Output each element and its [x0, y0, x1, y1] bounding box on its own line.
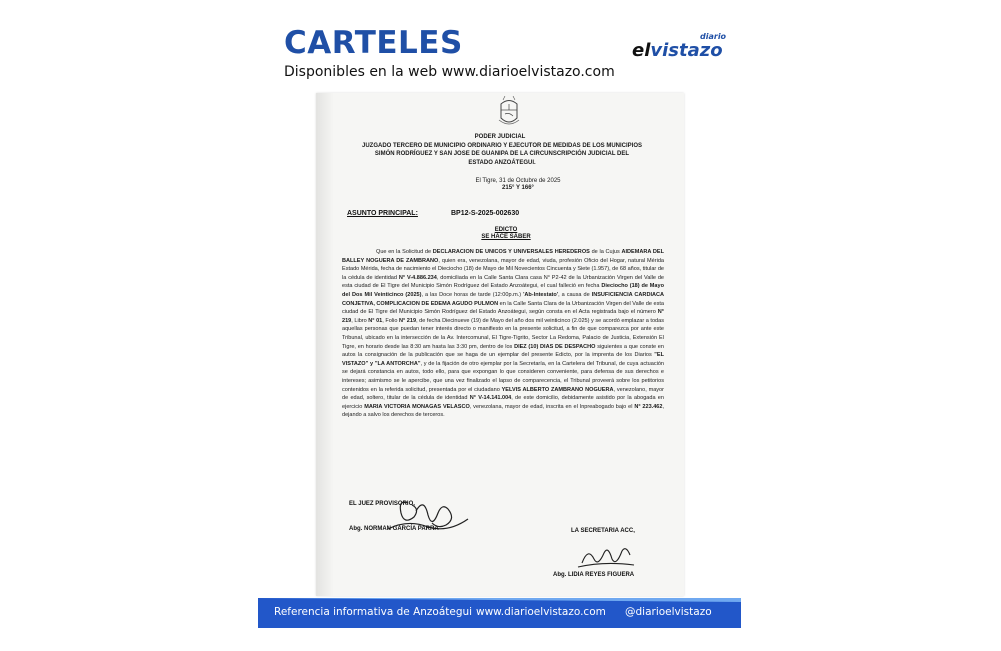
document-years: 215° Y 166° [502, 185, 534, 192]
brand-name-part2: vistazo [650, 40, 723, 61]
edicto-heading [466, 227, 546, 242]
body-bold-run: N° 223.462 [634, 403, 663, 410]
secretaria-label: LA SECRETARIA ACC, [571, 528, 635, 534]
body-bold-run: AIDEMARA DEL BALLEY NOGUERA DE ZAMBRANO [342, 249, 664, 264]
court-heading [341, 142, 663, 167]
secretaria-name: Abg. LIDIA REYES FIGUERA [553, 572, 635, 578]
brand-name-part1: el [632, 40, 651, 61]
brand-logo [632, 32, 727, 68]
body-bold-run: N° 219 [342, 309, 664, 324]
juez-label: EL JUEZ PROVISORIO, [349, 501, 415, 507]
footer-tagline: Referencia informativa de Anzoátegui [274, 606, 473, 618]
juez-name: Abg. NORMAN GARCÍA PARRA [349, 526, 439, 532]
document-scan [316, 93, 684, 596]
brand-tag: diario [700, 32, 727, 41]
asunto-value: BP12-S-2025-002630 [451, 210, 520, 217]
body-bold-run: 'Ab-Intestato' [523, 291, 559, 298]
body-bold-run: YELVIS ALBERTO ZAMBRANO NOGUERA [501, 386, 614, 393]
body-bold-run: N° 01 [368, 317, 383, 324]
body-text-run: en la Calle Santa Clara de la Urbanización Virgen del Valle de esta ciudad de El Tigre del Municipio Simón Rodríguez del Estado Anzoátegui, según consta en el Acta registrada bajo el número [342, 300, 664, 316]
body-bold-run: MARIA VICTORIA MONAGAS VELASCO [364, 403, 470, 410]
body-text-run: , y de la fijación de otro ejemplar por la Secretaría, en la Cartelera del Tribunal, de cuya actuación se dejará constancia en autos, todo ello, para que expongan lo que consideren conveniente, para defensa de sus derechos e intereses; asimismo se le apercibe, que una vez finalizado el lapso de comparecencia, el Tribunal proveerá sobre los petitorios contenidos en la referida solicitud, presentada por el ciudadano [342, 360, 664, 393]
court-line: JUZGADO TERCERO DE MUNICIPIO ORDINARIO Y EJECUTOR DE MEDIDAS DE LOS MUNICIPIOS [361, 143, 643, 149]
page-subtitle: Disponibles en la web www.diarioelvistazo.com [284, 64, 615, 80]
footer-accent [258, 598, 741, 602]
body-text-run: , a las Doce horas de tarde (12:00p.m.) [421, 291, 524, 298]
body-text-run: , venezolano, mayor de edad, soltero, titular de la cédula de identidad [342, 386, 664, 402]
body-bold-run: N° V-14.141.004 [469, 395, 512, 402]
asunto-label: ASUNTO PRINCIPAL: [347, 210, 418, 217]
edicto-title: EDICTO [494, 227, 518, 233]
edicto-body [342, 248, 664, 420]
page-title: CARTELES [284, 25, 463, 61]
coat-of-arms-icon [497, 96, 521, 132]
document-date: El Tigre, 31 de Octubre de 2025 [475, 178, 561, 184]
footer-social-handle[interactable]: @diarioelvistazo [625, 606, 712, 618]
body-bold-run: Dieciocho (18) de Mayo del Dos Mil Veinticinco (2025) [342, 283, 664, 298]
page-shadow [316, 93, 334, 596]
hace-saber-title: SE HACE SABER [481, 234, 531, 241]
body-text-run: , Folio [382, 317, 399, 324]
court-line: SIMÓN RODRÍGUEZ Y SAN JOSE DE GUANIPA DE LA CIRCUNSCRIPCIÓN JUDICIAL DEL [374, 151, 630, 158]
body-bold-run: DECLARACION DE UNICOS Y UNIVERSALES HEREDEROS [432, 249, 590, 255]
poder-judicial-heading: PODER JUDICIAL [474, 134, 526, 140]
body-text-run: , quien era, venezolana, mayor de edad, viuda, profesión Oficio del Hogar, natural Mérida Estado Mérida, fecha de nacimiento el Dieciocho (18) de Mayo de Mil Novecientos Cincuenta y Siete (1.957), de 68 años, titular de la cédula de identidad [342, 257, 664, 281]
body-text-run: siguientes a que conste en autos la consignación de la publicación que se haga de un ejemplar del presente Edicto, por la imprenta de los Diarios [342, 343, 664, 359]
secretary-signature [574, 539, 638, 573]
brand-name [632, 40, 723, 61]
body-text-run: Que en la Solicitud de [376, 249, 433, 255]
footer-website-link[interactable]: www.diarioelvistazo.com [476, 606, 606, 618]
body-text-run: , de fecha Diecinueve (19) de Mayo del año dos mil veinticinco (2.025) y se acordó emplazar a todas aquellas personas que puedan tener interés directo o manifiesto en la presente solicitud, a fin de que comparezca por ante este Tribunal, ubicado en la intersección de la Av. Intercomunal, El Tigre-Tigrito, Sector La Redoma, Palacio de Justicia, Extensión El Tigre, en horario desde las 8:30 am hasta las 3:30 pm, dentro de los [342, 317, 664, 350]
date-block [448, 178, 588, 193]
body-text-run: , de este domicilio, debidamente asistido por la abogada en ejercicio [342, 395, 664, 410]
body-bold-run: INSUFICIENCIA CARDIACA CONJETIVA, COMPLICACION DE EDEMA AGUDO PULMON [342, 291, 665, 307]
body-bold-run: N° 219 [399, 317, 417, 324]
body-text-run: de la Cujus [589, 249, 622, 255]
body-text-run: , Libro [351, 317, 369, 324]
body-bold-run: N° V-4.886.234 [398, 274, 437, 281]
body-text-run: , domiciliada en la Calle Santa Clara casa N° P2-42 de la Urbanización Virgen del Valle de esta ciudad de El Tigre del Municipio Simón Rodríguez del Estado Anzoátegui, el cual falleció en fecha [342, 274, 665, 290]
body-bold-run: DIEZ (10) DIAS DE DESPACHO [514, 343, 596, 350]
body-text-run: , venezolana, mayor de edad, inscrita en el Inpreabogado bajo el [469, 403, 635, 410]
body-text-run: , dejando a salvo los derechos de terceros. [342, 403, 664, 419]
body-bold-run: "EL VISTAZO" y "LA ANTORCHA" [342, 352, 664, 367]
court-line: ESTADO ANZOÁTEGUI. [468, 159, 536, 166]
footer-banner [258, 598, 741, 628]
body-text-run: , a causa de [558, 291, 592, 298]
